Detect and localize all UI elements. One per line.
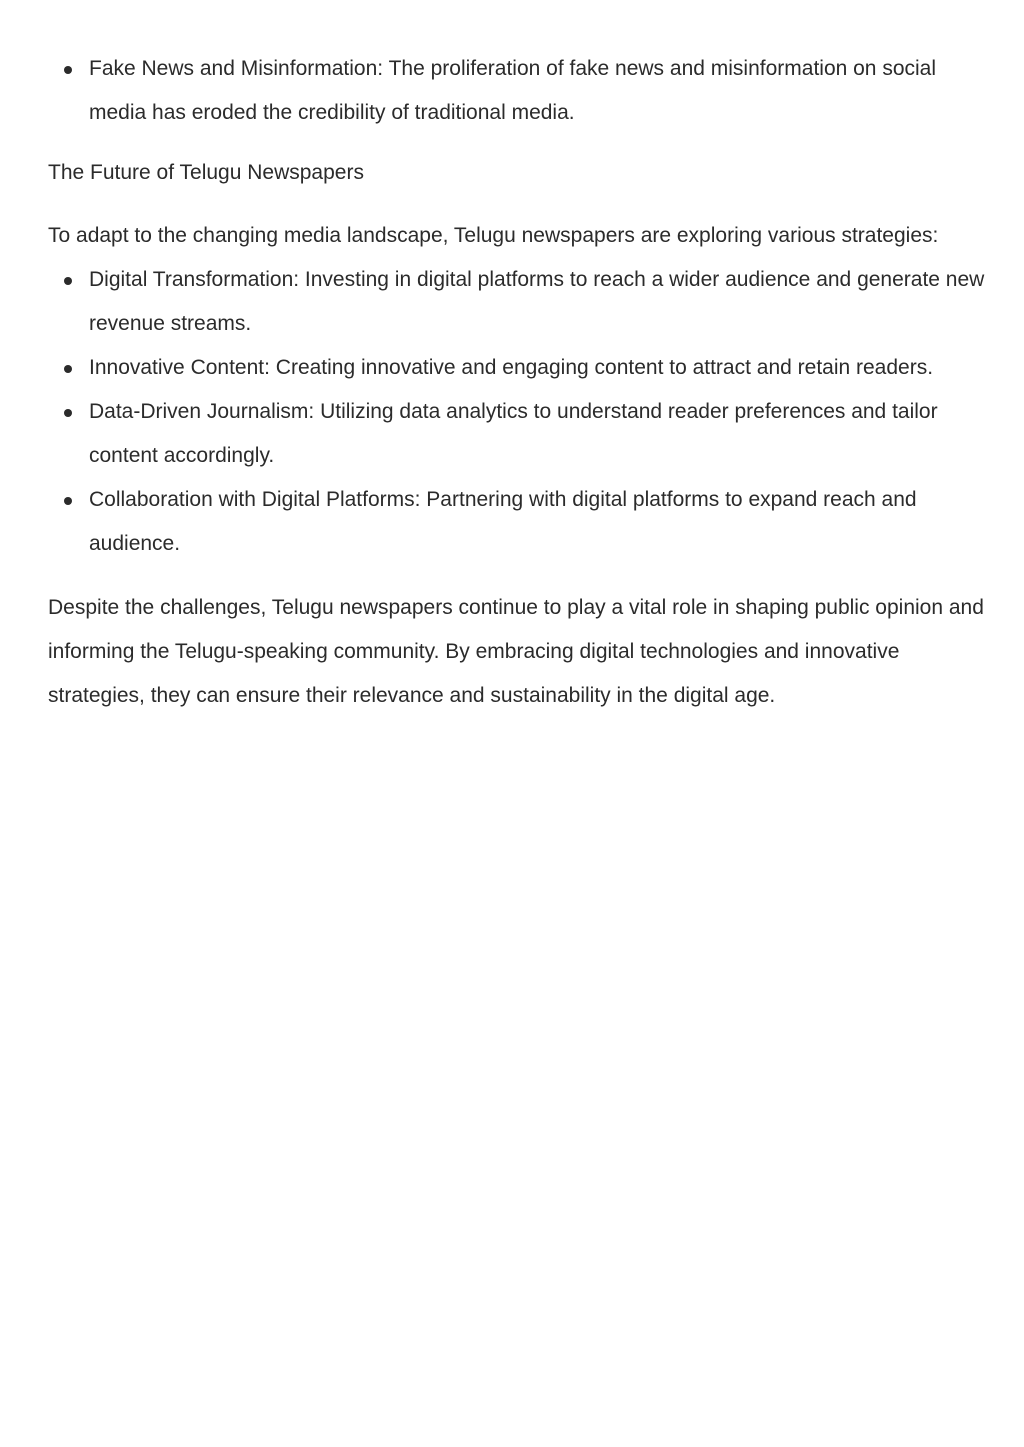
conclusion-paragraph: Despite the challenges, Telugu newspapers continue to play a vital role in shaping public opinion and informing the Telugu-speaking community. By embracing digital technologies and innovative strategies, they can ensure their relevance and sustainability in the digital age. bbox=[48, 596, 984, 707]
document-page bbox=[48, 47, 988, 718]
strategies-list bbox=[48, 258, 988, 566]
bullet-icon bbox=[64, 66, 72, 74]
challenges-list bbox=[48, 47, 988, 135]
list-item-text: Data-Driven Journalism: Utilizing data analytics to understand reader preferences and tailor content accordingly. bbox=[89, 400, 938, 467]
list-item bbox=[89, 478, 988, 566]
list-item-text: Digital Transformation: Investing in digital platforms to reach a wider audience and generate new revenue streams. bbox=[89, 268, 985, 335]
list-item bbox=[89, 346, 988, 390]
list-item bbox=[89, 258, 988, 346]
bullet-icon bbox=[64, 365, 72, 373]
list-item-text: Collaboration with Digital Platforms: Partnering with digital platforms to expand reach and audience. bbox=[89, 488, 917, 555]
list-item bbox=[89, 47, 988, 135]
list-item-text: Fake News and Misinformation: The proliferation of fake news and misinformation on social media has eroded the credibility of traditional media. bbox=[89, 57, 937, 124]
list-item-text: Innovative Content: Creating innovative and engaging content to attract and retain readers. bbox=[89, 356, 934, 379]
section-heading: The Future of Telugu Newspapers bbox=[48, 161, 364, 184]
bullet-icon bbox=[64, 497, 72, 505]
bullet-icon bbox=[64, 409, 72, 417]
list-item bbox=[89, 390, 988, 478]
bullet-icon bbox=[64, 277, 72, 285]
intro-paragraph: To adapt to the changing media landscape, Telugu newspapers are exploring various strategies: bbox=[48, 224, 939, 247]
